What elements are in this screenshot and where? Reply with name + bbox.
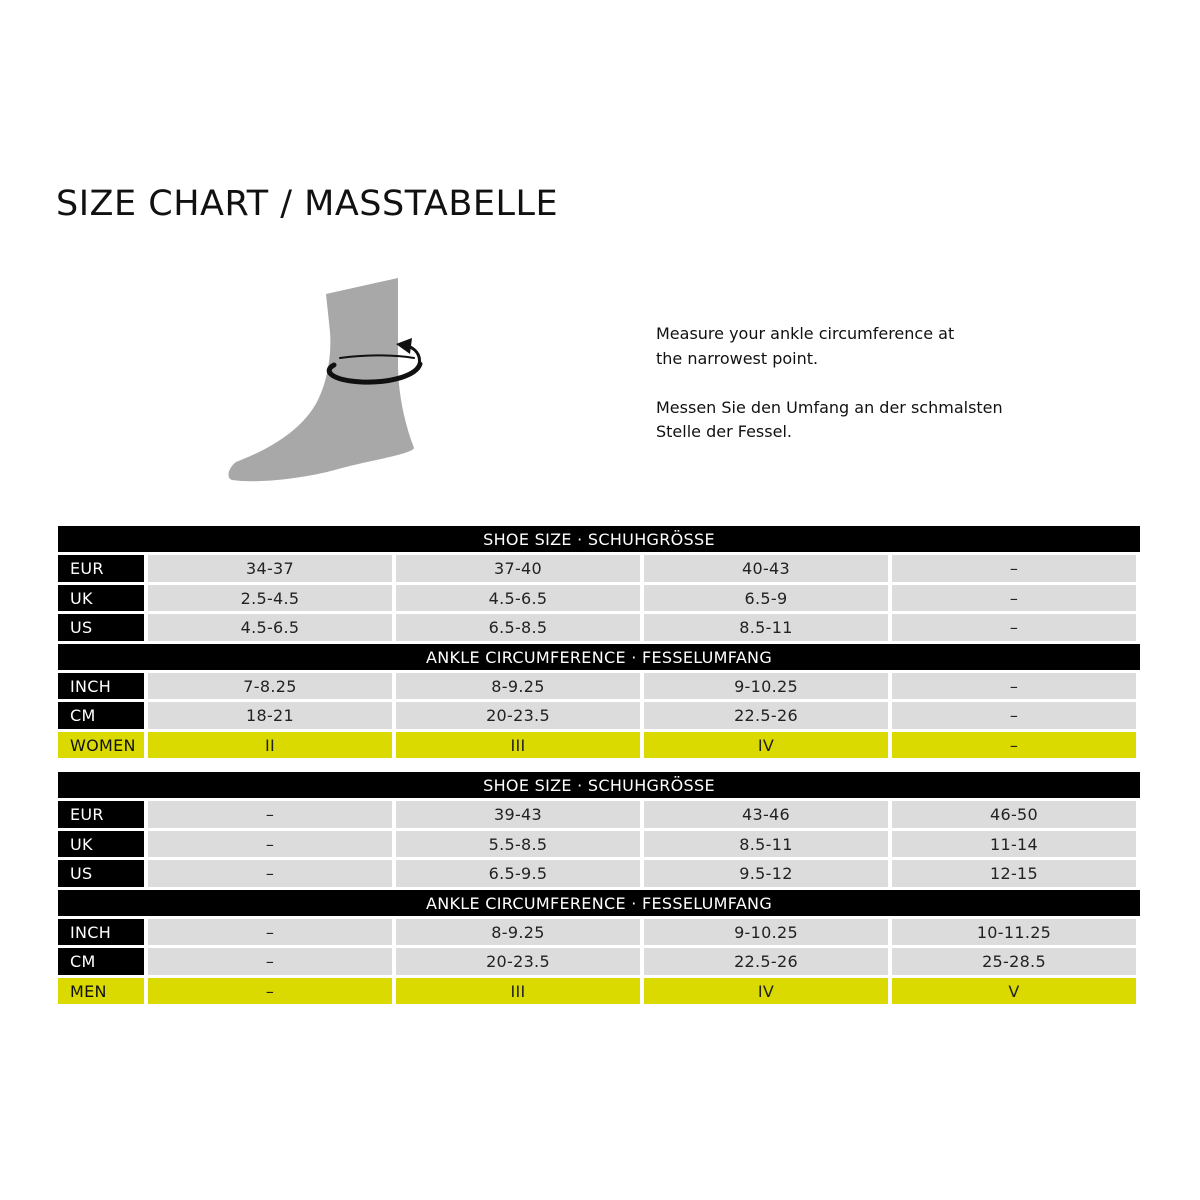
- table-row-women-size: [58, 732, 1140, 759]
- ankle-circumference-header: ANKLE CIRCUMFERENCE · FESSELUMFANG: [58, 890, 1140, 916]
- table-cell: 43-46: [644, 801, 888, 828]
- table-cell: IV: [644, 978, 888, 1005]
- table-cell: –: [892, 702, 1136, 729]
- table-cell: 9-10.25: [644, 919, 888, 946]
- table-cell: 20-23.5: [396, 702, 640, 729]
- table-cell: 8.5-11: [644, 831, 888, 858]
- table-row-eur: [58, 555, 1140, 582]
- instruction-english: Measure your ankle circumference at the narrowest point.: [656, 324, 955, 368]
- table-row-men-size: [58, 978, 1140, 1005]
- row-label: US: [58, 614, 144, 641]
- table-cell: 9-10.25: [644, 673, 888, 700]
- table-cell: 8.5-11: [644, 614, 888, 641]
- page-title: SIZE CHART / MASSTABELLE: [56, 184, 559, 224]
- table-cell: 6.5-8.5: [396, 614, 640, 641]
- table-row-inch: [58, 673, 1140, 700]
- table-cell: 6.5-9: [644, 585, 888, 612]
- table-cell: 6.5-9.5: [396, 860, 640, 887]
- row-label: INCH: [58, 919, 144, 946]
- row-label: UK: [58, 585, 144, 612]
- table-cell: –: [148, 919, 392, 946]
- table-cell: 2.5-4.5: [148, 585, 392, 612]
- shoe-size-header: SHOE SIZE · SCHUHGRÖSSE: [58, 772, 1140, 798]
- table-row-cm: [58, 948, 1140, 975]
- row-label: INCH: [58, 673, 144, 700]
- shoe-size-header: SHOE SIZE · SCHUHGRÖSSE: [58, 526, 1140, 552]
- table-cell: 4.5-6.5: [396, 585, 640, 612]
- women-size-table: [58, 526, 1140, 761]
- table-cell: 5.5-8.5: [396, 831, 640, 858]
- table-cell: 10-11.25: [892, 919, 1136, 946]
- table-row-us: [58, 614, 1140, 641]
- table-cell: –: [892, 585, 1136, 612]
- table-row-us: [58, 860, 1140, 887]
- table-cell: 12-15: [892, 860, 1136, 887]
- row-label: EUR: [58, 801, 144, 828]
- row-label: UK: [58, 831, 144, 858]
- table-cell: 39-43: [396, 801, 640, 828]
- table-cell: 34-37: [148, 555, 392, 582]
- table-cell: 22.5-26: [644, 948, 888, 975]
- table-cell: III: [396, 732, 640, 759]
- instruction-german: Messen Sie den Umfang an der schmalsten Stelle der Fessel.: [656, 397, 1003, 441]
- table-cell: –: [892, 614, 1136, 641]
- table-cell: 11-14: [892, 831, 1136, 858]
- table-row-eur: [58, 801, 1140, 828]
- table-cell: 25-28.5: [892, 948, 1136, 975]
- table-cell: 40-43: [644, 555, 888, 582]
- table-cell: –: [892, 555, 1136, 582]
- table-cell: II: [148, 732, 392, 759]
- table-row-uk: [58, 831, 1140, 858]
- ankle-sock-measurement-icon: [222, 272, 434, 488]
- table-cell: V: [892, 978, 1136, 1005]
- table-cell: –: [892, 673, 1136, 700]
- row-label: WOMEN: [58, 732, 144, 759]
- table-cell: 7-8.25: [148, 673, 392, 700]
- table-cell: 22.5-26: [644, 702, 888, 729]
- ankle-circumference-header: ANKLE CIRCUMFERENCE · FESSELUMFANG: [58, 644, 1140, 670]
- table-cell: 46-50: [892, 801, 1136, 828]
- table-row-inch: [58, 919, 1140, 946]
- men-size-table: [58, 772, 1140, 1007]
- table-cell: –: [148, 801, 392, 828]
- table-cell: –: [148, 860, 392, 887]
- table-cell: –: [148, 978, 392, 1005]
- table-cell: 8-9.25: [396, 673, 640, 700]
- row-label: CM: [58, 702, 144, 729]
- measurement-instructions: [656, 322, 1096, 469]
- table-cell: 8-9.25: [396, 919, 640, 946]
- table-cell: 20-23.5: [396, 948, 640, 975]
- row-label: EUR: [58, 555, 144, 582]
- table-row-cm: [58, 702, 1140, 729]
- table-cell: –: [148, 831, 392, 858]
- table-cell: –: [148, 948, 392, 975]
- table-cell: III: [396, 978, 640, 1005]
- table-cell: 4.5-6.5: [148, 614, 392, 641]
- table-cell: 9.5-12: [644, 860, 888, 887]
- table-row-uk: [58, 585, 1140, 612]
- row-label: MEN: [58, 978, 144, 1005]
- table-cell: –: [892, 732, 1136, 759]
- table-cell: IV: [644, 732, 888, 759]
- row-label: US: [58, 860, 144, 887]
- table-cell: 37-40: [396, 555, 640, 582]
- table-cell: 18-21: [148, 702, 392, 729]
- row-label: CM: [58, 948, 144, 975]
